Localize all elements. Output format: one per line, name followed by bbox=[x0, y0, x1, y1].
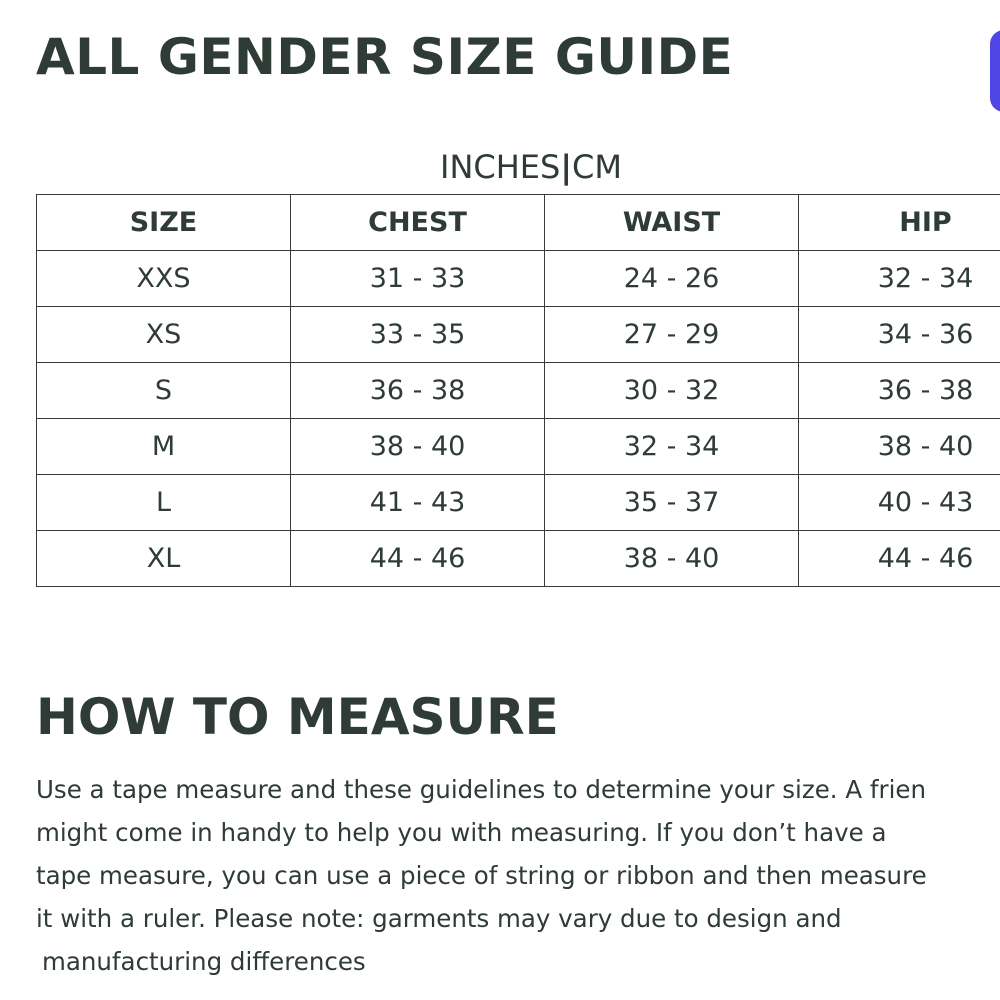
how-to-measure-text bbox=[36, 768, 1000, 983]
size-cell: XS bbox=[37, 307, 291, 363]
waist-cell: 32 - 34 bbox=[545, 419, 799, 475]
paragraph-line: Use a tape measure and these guidelines to determine your size. A frien bbox=[36, 775, 927, 804]
floating-chat-button[interactable] bbox=[990, 30, 1000, 112]
unit-cm-option[interactable]: CM bbox=[572, 148, 622, 186]
paragraph-line: tape measure, you can use a piece of string or ribbon and then measure bbox=[36, 861, 927, 890]
waist-cell: 38 - 40 bbox=[545, 531, 799, 587]
table-header-row bbox=[37, 195, 1000, 251]
table-row bbox=[37, 531, 1000, 587]
column-header-size: SIZE bbox=[37, 195, 291, 251]
waist-cell: 24 - 26 bbox=[545, 251, 799, 307]
paragraph-line: manufacturing differences bbox=[42, 947, 366, 976]
unit-toggle bbox=[440, 148, 622, 186]
chest-cell: 36 - 38 bbox=[291, 363, 545, 419]
table-row bbox=[37, 251, 1000, 307]
chest-cell: 31 - 33 bbox=[291, 251, 545, 307]
paragraph-line: it with a ruler. Please note: garments may vary due to design and bbox=[36, 904, 842, 933]
waist-cell: 27 - 29 bbox=[545, 307, 799, 363]
chest-cell: 44 - 46 bbox=[291, 531, 545, 587]
waist-cell: 30 - 32 bbox=[545, 363, 799, 419]
chest-cell: 41 - 43 bbox=[291, 475, 545, 531]
size-cell: M bbox=[37, 419, 291, 475]
how-to-measure-heading: HOW TO MEASURE bbox=[36, 688, 559, 746]
table-row bbox=[37, 307, 1000, 363]
size-cell: XXS bbox=[37, 251, 291, 307]
page-title: ALL GENDER SIZE GUIDE bbox=[36, 28, 734, 86]
table-row bbox=[37, 419, 1000, 475]
column-header-waist: WAIST bbox=[545, 195, 799, 251]
table-row bbox=[37, 363, 1000, 419]
hip-cell: 38 - 40 bbox=[799, 419, 1000, 475]
size-table bbox=[36, 194, 1000, 587]
hip-cell: 40 - 43 bbox=[799, 475, 1000, 531]
chest-cell: 38 - 40 bbox=[291, 419, 545, 475]
unit-inches-option[interactable]: INCHES bbox=[440, 148, 561, 186]
column-header-chest: CHEST bbox=[291, 195, 545, 251]
size-cell: L bbox=[37, 475, 291, 531]
waist-cell: 35 - 37 bbox=[545, 475, 799, 531]
unit-separator: | bbox=[560, 148, 572, 186]
chest-cell: 33 - 35 bbox=[291, 307, 545, 363]
hip-cell: 34 - 36 bbox=[799, 307, 1000, 363]
hip-cell: 36 - 38 bbox=[799, 363, 1000, 419]
paragraph-line: might come in handy to help you with measuring. If you don’t have a bbox=[36, 818, 887, 847]
hip-cell: 44 - 46 bbox=[799, 531, 1000, 587]
size-cell: XL bbox=[37, 531, 291, 587]
hip-cell: 32 - 34 bbox=[799, 251, 1000, 307]
column-header-hip: HIP bbox=[799, 195, 1000, 251]
table-row bbox=[37, 475, 1000, 531]
size-cell: S bbox=[37, 363, 291, 419]
